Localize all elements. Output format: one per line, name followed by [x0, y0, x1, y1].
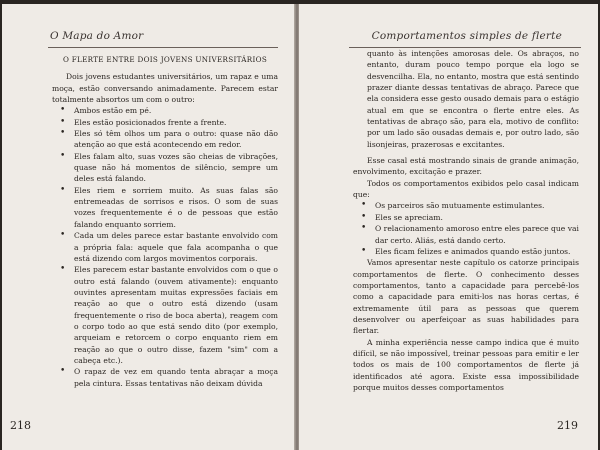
- list-item: • Cada um deles parece estar bastante envolvido com a própria fala: aquele que fala acompanha o que está dizendo com largos movimentos corporais.: [52, 230, 278, 264]
- running-head-left: O Mapa do Amor: [50, 30, 144, 42]
- list-item: • Eles estão posicionados frente a frente.: [52, 117, 278, 128]
- list-item: • Eles ficam felizes e animados quando estão juntos.: [353, 246, 579, 257]
- list-item: • Eles falam alto, suas vozes são cheias de vibrações, quase não há momentos de silêncio, sempre um deles está falando.: [52, 151, 278, 185]
- right-page: [299, 4, 598, 450]
- running-head-right: Comportamentos simples de flerte: [371, 30, 562, 42]
- left-text-block: [52, 54, 278, 389]
- list-item: • Eles só têm olhos um para o outro: quase não dão atenção ao que está acontecendo em redor.: [52, 128, 278, 151]
- list-item: • O relacionamento amoroso entre eles parece que vai dar certo. Aliás, está dando certo.: [353, 223, 579, 246]
- list-item: • Eles riem e sorriem muito. As suas falas são entremeadas de sorrisos e risos. O som de suas vozes frequentemente é o de pessoas que estão falando enquanto sorriem.: [52, 185, 278, 230]
- paragraph: Vamos apresentar neste capítulo os catorze principais comportamentos de flerte. O conhecimento desses comportamentos, tanto a capacidade para percebê-los como a capacidade para emiti-los nas horas certas, é extremamente útil para as pessoas que querem desenvolver ou aperfeiçoar as suas habilidades para flertar.: [353, 258, 579, 336]
- intro-paragraph: Dois jovens estudantes universitários, um rapaz e uma moça, estão conversando animadamente. Parecem estar totalmente absortos um com o outro:: [52, 72, 278, 105]
- left-bullet-list: [52, 105, 278, 389]
- left-page: [2, 4, 295, 450]
- list-item: • Os parceiros são mutuamente estimulantes.: [353, 200, 579, 211]
- continuation-paragraph: quanto às intenções amorosas dele. Os abraços, no entanto, duram pouco tempo porque ela logo se desvencilha. Ela, no entanto, mostra que está sentindo prazer diante dessas tentativas de abraço. Parece que ela considera esse gesto ousado demais para o estágio atual em que se encontra o flerte entre eles. As tentativas de abraço são, para ela, motivo de conflito: por um lado são ousadas demais e, por outro lado, são lisonjeiras, prazerosas e excitantes.: [367, 49, 579, 149]
- list-item: • O rapaz de vez em quando tenta abraçar a moça pela cintura. Essas tentativas não deixam dúvida: [52, 366, 278, 389]
- section-title: O FLERTE ENTRE DOIS JOVENS UNIVERSITÁRIOS: [62, 55, 268, 64]
- paragraph: Todos os comportamentos exibidos pelo casal indicam que:: [353, 178, 579, 200]
- paragraph: Esse casal está mostrando sinais de grande animação, envolvimento, excitação e prazer.: [353, 156, 579, 177]
- list-item: • Ambos estão em pé.: [52, 105, 278, 116]
- header-rule-left: [48, 47, 278, 48]
- right-text-block: [353, 48, 579, 393]
- list-item: • Eles parecem estar bastante envolvidos com o que o outro está falando (ouvem ativamente): enquanto ouvintes apresentam muitas expressões faciais em reação ao que o outro está dizendo (usam frequentemente o riso de boca aberta), reagem com o corpo todo ao que está sendo dito (por exemplo, arqueiam e retorcem o corpo enquanto riem em reação ao que o outro disse, fazem "sim" com a cabeça etc.).: [52, 264, 278, 366]
- page-number-right: 219: [557, 419, 578, 432]
- list-item: • Eles se apreciam.: [353, 212, 579, 223]
- right-bullet-list: [353, 200, 579, 257]
- paragraph: A minha experiência nesse campo indica que é muito difícil, se não impossível, treinar pessoas para emitir e ler todos os mais de 100 comportamentos de flerte já identificados até agora. Existe essa impossibilidade porque muitos desses comportamentos: [353, 337, 579, 392]
- page-number-left: 218: [10, 419, 31, 432]
